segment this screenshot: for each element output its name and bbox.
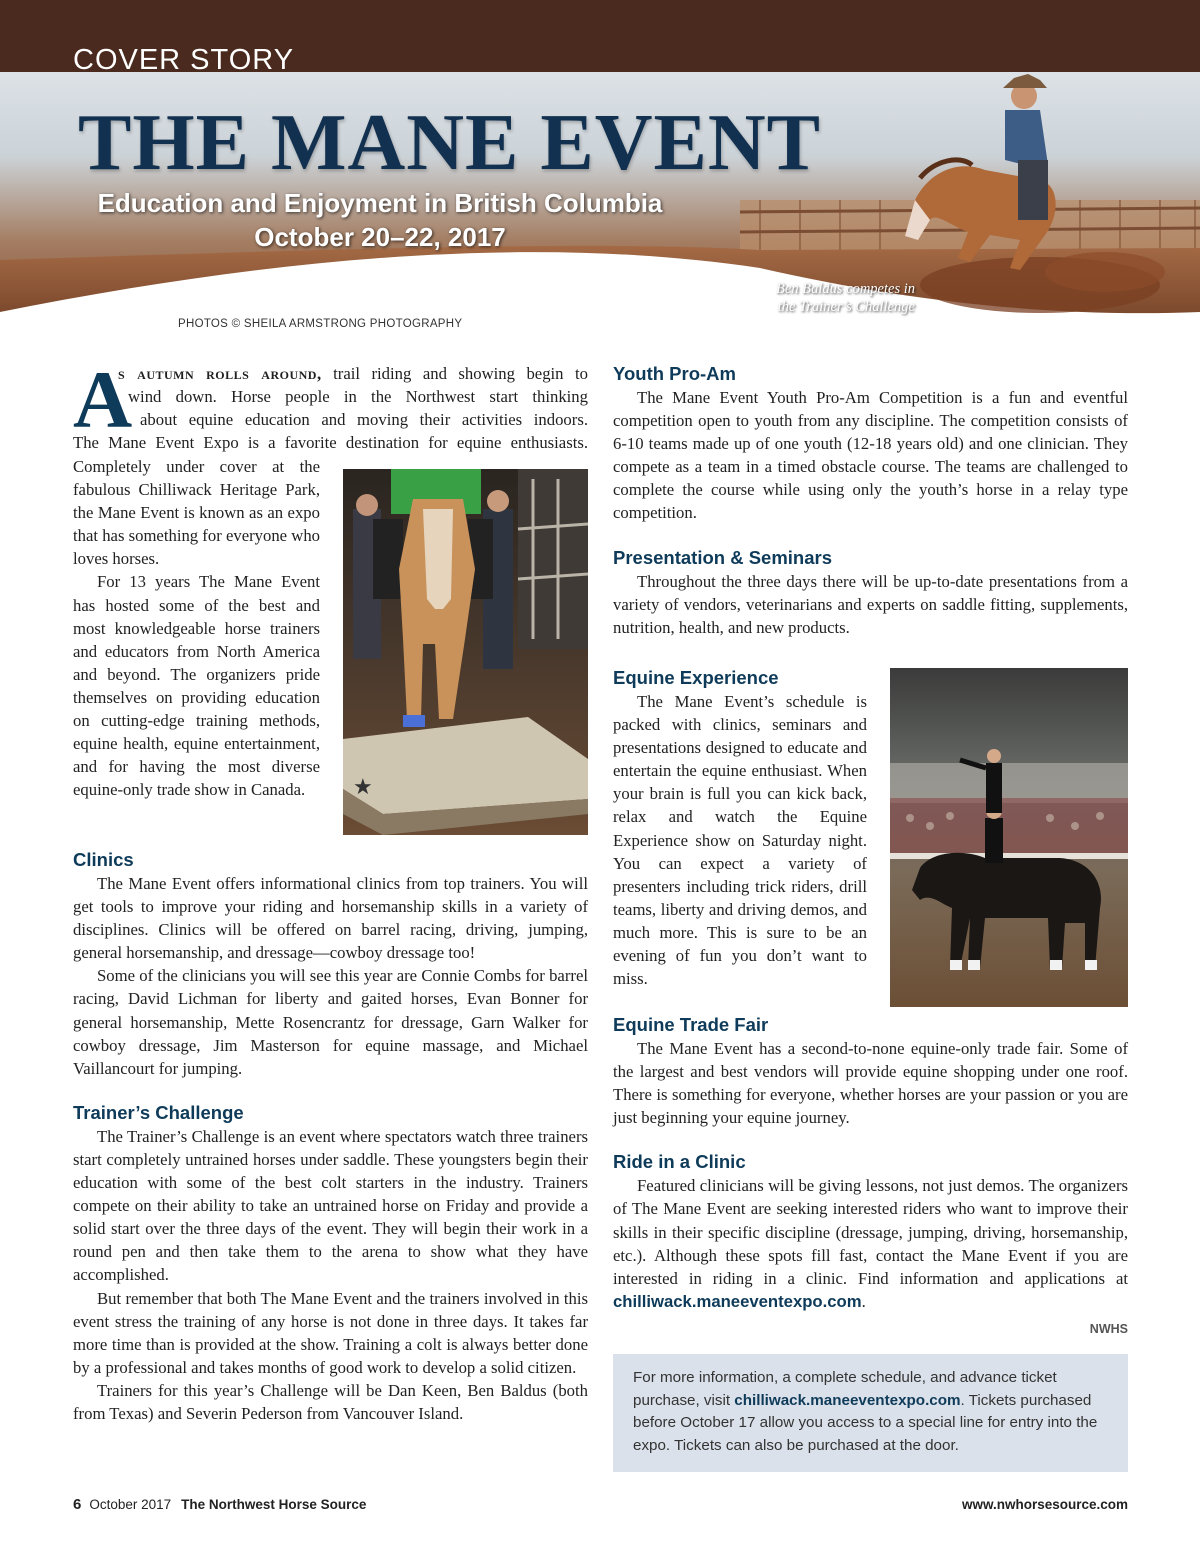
punctuation: . xyxy=(861,1291,866,1311)
section-heading-presentations: Presentation & Seminars xyxy=(613,546,832,568)
caption-line: the Trainer’s Challenge xyxy=(777,299,915,315)
body-paragraph: For 13 years The Mane Event has hosted some of the best and most knowledgeable horse trainers and educators from North America and beyond. The organizers pride themselves on providing education on cutting-edge training methods, equine health, equine entertainment, and for having the most diverse equine-only trade show in Canada. xyxy=(73,572,320,800)
paragraph-text: Featured clinicians will be giving lessons, not just demos. The organizers of The Mane Event are seeking interested riders who want to improve their skills in their specific discipline (dressage, jumping, driving, horsemanship, etc.). Although these spots fill fast, contact the Mane Event if you are interested in riding in a clinic. Find information and applications at xyxy=(613,1176,1128,1288)
author-signature: NWHS xyxy=(1089,1322,1128,1336)
intro-line: about equine education and moving their activities indoors. xyxy=(140,410,588,429)
footer-website[interactable]: www.nwhorsesource.com xyxy=(961,1497,1128,1512)
info-text: For more information, a complete schedule, and advance ticket purchase, visit xyxy=(633,1369,1057,1409)
website-link[interactable]: chilliwack.maneeventexpo.com xyxy=(613,1291,862,1311)
trick-riding-image xyxy=(890,668,1128,1007)
obstacle-marking: ★ xyxy=(353,775,373,800)
intro-line xyxy=(118,362,588,385)
body-paragraph: But remember that both The Mane Event and the trainers involved in this event stress the training of any horse is not done in three days. It takes far more time than is provided at the show. Training a colt is always better done by a professional and takes months of good work to develop a solid citizen. xyxy=(73,1288,588,1377)
section-heading-youth-pro-am: Youth Pro-Am xyxy=(613,363,736,384)
section-heading-trainers-challenge: Trainer’s Challenge xyxy=(73,1101,244,1123)
drop-cap: A xyxy=(73,354,133,445)
caption-line: Ben Baldus competes in xyxy=(776,281,915,297)
body-paragraph: Trainers for this year’s Challenge will be Dan Keen, Ben Baldus (both from Texas) and Severin Pederson from Vancouver Island. xyxy=(73,1380,588,1423)
body-paragraph: Throughout the three days there will be up-to-date presentations from a variety of vendors, veterinarians and experts on saddle fitting, supplements, nutrition, health, and new products. xyxy=(613,571,1128,637)
page-footer xyxy=(73,1496,366,1513)
photo-horse-obstacle xyxy=(343,469,588,835)
intro-lead: s autumn rolls around, xyxy=(118,364,322,383)
body-paragraph xyxy=(613,1174,1128,1313)
section-label: COVER STORY xyxy=(73,44,295,76)
page-number: 6 xyxy=(73,1496,82,1513)
right-column-top xyxy=(613,362,1128,639)
photo-credit: PHOTOS © SHEILA ARMSTRONG PHOTOGRAPHY xyxy=(178,318,463,330)
intro-line: The Mane Event Expo is a favorite destination for equine enthusiasts. xyxy=(73,433,588,452)
section-heading-trade-fair: Equine Trade Fair xyxy=(613,1014,769,1035)
body-paragraph: Completely under cover at the fabulous Chilliwack Heritage Park, the Mane Event is known as an expo that has something for everyone who loves horses. xyxy=(73,457,321,569)
body-paragraph: The Mane Event Youth Pro-Am Competition is a fun and eventful competition open to youth from any discipline. The competition consists of 6-10 teams made up of one youth (12-18 years old) and one clinician. They compete as a team in a timed obstacle course. The teams are challenged to complete the course while using only the youth’s horse in a relay type competition. xyxy=(613,388,1128,523)
body-paragraph: The Trainer’s Challenge is an event where spectators watch three trainers start completely untrained horses under saddle. These youngsters begin their education with some of the best colt starters in the industry. Trainers compete on their ability to take an untrained horse on Friday and provide a solid start over the three days of the event. They will begin their work in a round pen and then take them to the arena to show what they have accomplished. xyxy=(73,1126,588,1285)
subtitle-line: Education and Enjoyment in British Columbia xyxy=(97,188,663,218)
info-text: . Tickets purchased before October 17 allow you access to a special line for entry into the expo. Tickets can also be purchased at the door. xyxy=(633,1391,1098,1454)
body-paragraph: The Mane Event has a second-to-none equine-only trade fair. Some of the largest and best vendors will provide equine shopping under one roof. There is something for everyone, whether horses are your passion or you are just beginning your equine journey. xyxy=(613,1039,1128,1128)
body-paragraph: The Mane Event offers informational clinics from top trainers. You will get tools to improve your riding and horsemanship skills in a variety of disciplines. Clinics will be offered on barrel racing, driving, jumping, general horsemanship, and dressage—cowboy dressage too! xyxy=(73,874,588,963)
equine-experience-column xyxy=(613,666,867,990)
left-column xyxy=(73,848,588,1425)
cover-header xyxy=(0,0,1200,345)
body-paragraph: The Mane Event’s schedule is packed with clinics, seminars and presentations designed to educate and entertain the equine enthusiast. When your brain is full you can kick back, relax and watch the Equine Experience show on Saturday night. You can expect a variety of presenters including trick riders, drill teams, liberty and driving demos, and much more. This is sure to be an evening of fun you don’t want to miss. xyxy=(613,692,867,989)
ticket-link[interactable]: chilliwack.maneeventexpo.com xyxy=(734,1391,961,1409)
photo-caption xyxy=(735,280,915,316)
info-box-text xyxy=(633,1367,1113,1457)
article-subtitle xyxy=(80,186,680,254)
section-heading-clinics: Clinics xyxy=(73,849,134,870)
right-column-bottom xyxy=(613,1013,1128,1313)
intro-column xyxy=(73,455,320,801)
intro-line-text: trail riding and showing begin to xyxy=(321,364,588,383)
photo-trick-riders xyxy=(890,668,1128,1007)
section-heading-ride-in-clinic: Ride in a Clinic xyxy=(613,1151,746,1173)
issue-date: October 2017 xyxy=(89,1497,172,1512)
info-box xyxy=(613,1354,1128,1472)
event-dates: October 20–22, 2017 xyxy=(254,222,506,252)
body-paragraph: Some of the clinicians you will see this year are Connie Combs for barrel racing, David Lichman for liberty and gaited horses, Evan Bonner for general horsemanship, Mette Rosencrantz for dressage, Garn Walker for cowboy dressage, Jim Masterson for equine massage, and Michael Vaillancourt for jumping. xyxy=(73,966,588,1078)
publication-name: The Northwest Horse Source xyxy=(181,1497,367,1512)
section-heading-equine-experience: Equine Experience xyxy=(613,667,779,688)
horse-obstacle-image xyxy=(343,469,588,835)
article-title: THE MANE EVENT xyxy=(78,99,821,187)
intro-line: wind down. Horse people in the Northwest start thinking xyxy=(128,387,588,406)
